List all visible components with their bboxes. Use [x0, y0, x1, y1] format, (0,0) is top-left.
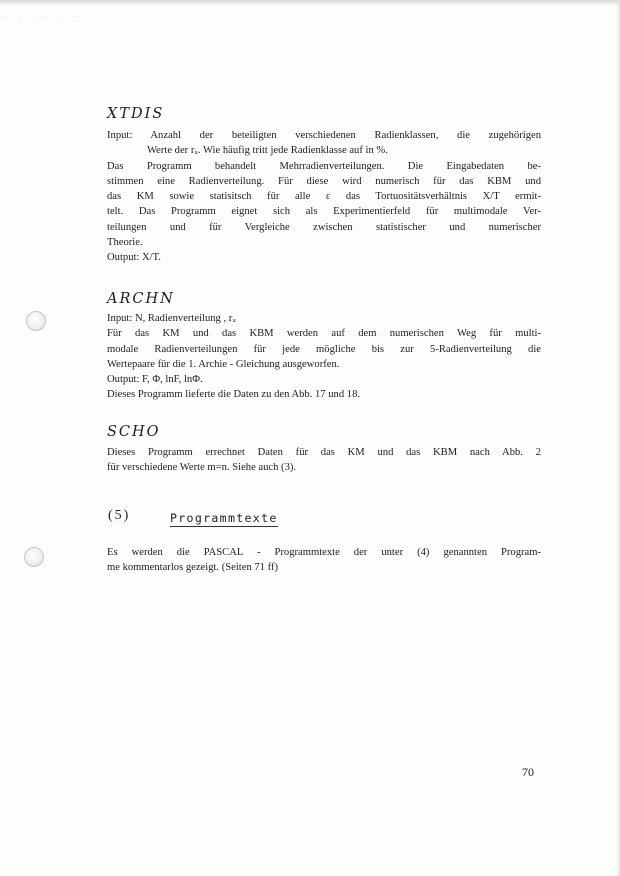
- punch-hole-top: [26, 311, 46, 331]
- archn-line: Input: N, Radienverteilung , rᵤ: [107, 313, 236, 324]
- scho-body: [107, 445, 541, 476]
- xtdis-line: teilungen und für Vergleiche zwischen statistischer und numerischer: [107, 221, 541, 233]
- xtdis-heading: XTDIS: [107, 106, 165, 122]
- xtdis-line: Input: Anzahl der beteiligten verschiedenen Radienklassen, die zugehörigen: [107, 130, 541, 141]
- punch-hole-bottom: [24, 547, 44, 567]
- archn-body: [107, 311, 541, 403]
- archn-output: Output: F, Φ, lnF, lnΦ.: [107, 374, 203, 386]
- archn-line: Wertepaare für die 1. Archie - Gleichung ausgeworfen.: [107, 358, 340, 370]
- section-5-heading: [108, 508, 278, 525]
- xtdis-line: Das Programm behandelt Mehrradienverteilungen. Die Eingabedaten be-: [107, 160, 541, 172]
- xtdis-line: telt. Das Programm eignet sich als Experimentierfeld für multimodale Ver-: [107, 206, 541, 218]
- archn-line: modale Radienverteilungen für jede mögliche bis zur 5-Radienverteilung die: [107, 343, 541, 355]
- archn-line: Dieses Programm lieferte die Daten zu den Abb. 17 und 18.: [107, 389, 361, 401]
- xtdis-line: stimmen eine Radienverteilung. Für diese wird numerisch für das KBM und: [107, 175, 541, 187]
- section-number: (5): [108, 508, 131, 523]
- scho-line: Dieses Programm errechnet Daten für das KM und das KBM nach Abb. 2: [107, 447, 541, 458]
- section-5-line: me kommentarlos gezeigt. (Seiten 71 ff): [107, 562, 279, 574]
- xtdis-line: das KM sowie statisitsch für alle ε das Tortuositätsverhältnis X/T ermit-: [107, 191, 541, 203]
- xtdis-output: Output: X/T.: [107, 252, 161, 264]
- xtdis-line: Theorie.: [107, 237, 143, 249]
- archn-line: Für das KM und das KBM werden auf dem numerischen Weg für multi-: [107, 328, 541, 340]
- archn-heading: ARCHN: [107, 291, 175, 307]
- scho-heading-block: [107, 425, 541, 443]
- section-5-body: [107, 545, 541, 576]
- section-5-line: Es werden die PASCAL - Programmtexte der unter (4) genannten Program-: [107, 547, 541, 558]
- scho-heading: SCHO: [107, 424, 161, 440]
- scan-top-edge: [0, 0, 620, 6]
- xtdis-line: Werte der rᵤ. Wie häufig tritt jede Radienklasse auf in %.: [147, 145, 388, 157]
- page-number: 70: [522, 765, 534, 779]
- scan-right-edge: [616, 0, 620, 876]
- xtdis-body: [107, 128, 541, 266]
- xtdis-heading-block: [107, 107, 541, 125]
- archn-heading-block: [107, 292, 541, 310]
- scan-noise: · · · · · · ·: [6, 14, 94, 20]
- section-title: Programmtexte: [170, 511, 278, 525]
- scho-line: für verschiedene Werte m=n. Siehe auch (3).: [107, 462, 297, 474]
